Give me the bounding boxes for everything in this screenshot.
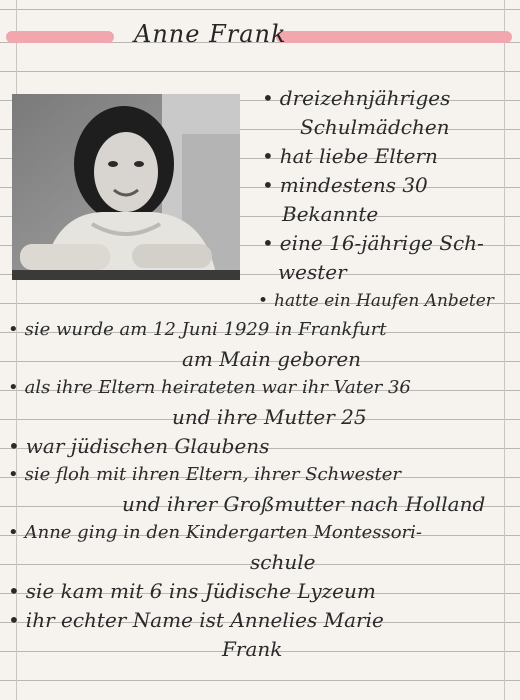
note-line-18: • sie kam mit 6 ins Jüdische Lyzeum — [8, 577, 376, 605]
note-line-12: und ihre Mutter 25 — [172, 405, 367, 429]
note-line-19: • ihr echter Name ist Annelies Marie — [8, 606, 384, 634]
note-line-7: wester — [278, 260, 347, 284]
note-line-5: Bekannte — [282, 202, 379, 226]
pink-stripe-right — [276, 31, 512, 43]
note-line-4: • mindestens 30 — [262, 171, 428, 199]
note-line-14: • sie floh mit ihren Eltern, ihrer Schwester — [8, 461, 401, 489]
title-band — [6, 20, 512, 48]
right-margin-line — [504, 0, 505, 700]
note-line-17: schule — [250, 550, 316, 574]
note-line-9: • sie wurde am 12 Juni 1929 in Frankfurt — [8, 316, 387, 344]
note-line-10: am Main geboren — [182, 347, 362, 371]
note-line-20: Frank — [222, 637, 283, 661]
note-line-3: • hat liebe Eltern — [262, 142, 438, 170]
note-line-8: • hatte ein Haufen Anbeter — [258, 287, 494, 315]
note-line-15: und ihrer Großmutter nach Holland — [122, 492, 486, 516]
portrait-photo — [12, 94, 240, 280]
note-line-13: • war jüdischen Glaubens — [8, 432, 269, 460]
note-line-6: • eine 16-jährige Sch- — [262, 229, 484, 257]
page-title: Anne Frank — [134, 20, 287, 48]
note-line-2: Schulmädchen — [300, 115, 450, 139]
pink-stripe-left — [6, 31, 114, 43]
note-line-16: • Anne ging in den Kindergarten Montessori- — [8, 519, 422, 547]
note-line-1: • dreizehnjähriges — [262, 84, 450, 112]
note-line-11: • als ihre Eltern heirateten war ihr Vater 36 — [8, 374, 411, 402]
